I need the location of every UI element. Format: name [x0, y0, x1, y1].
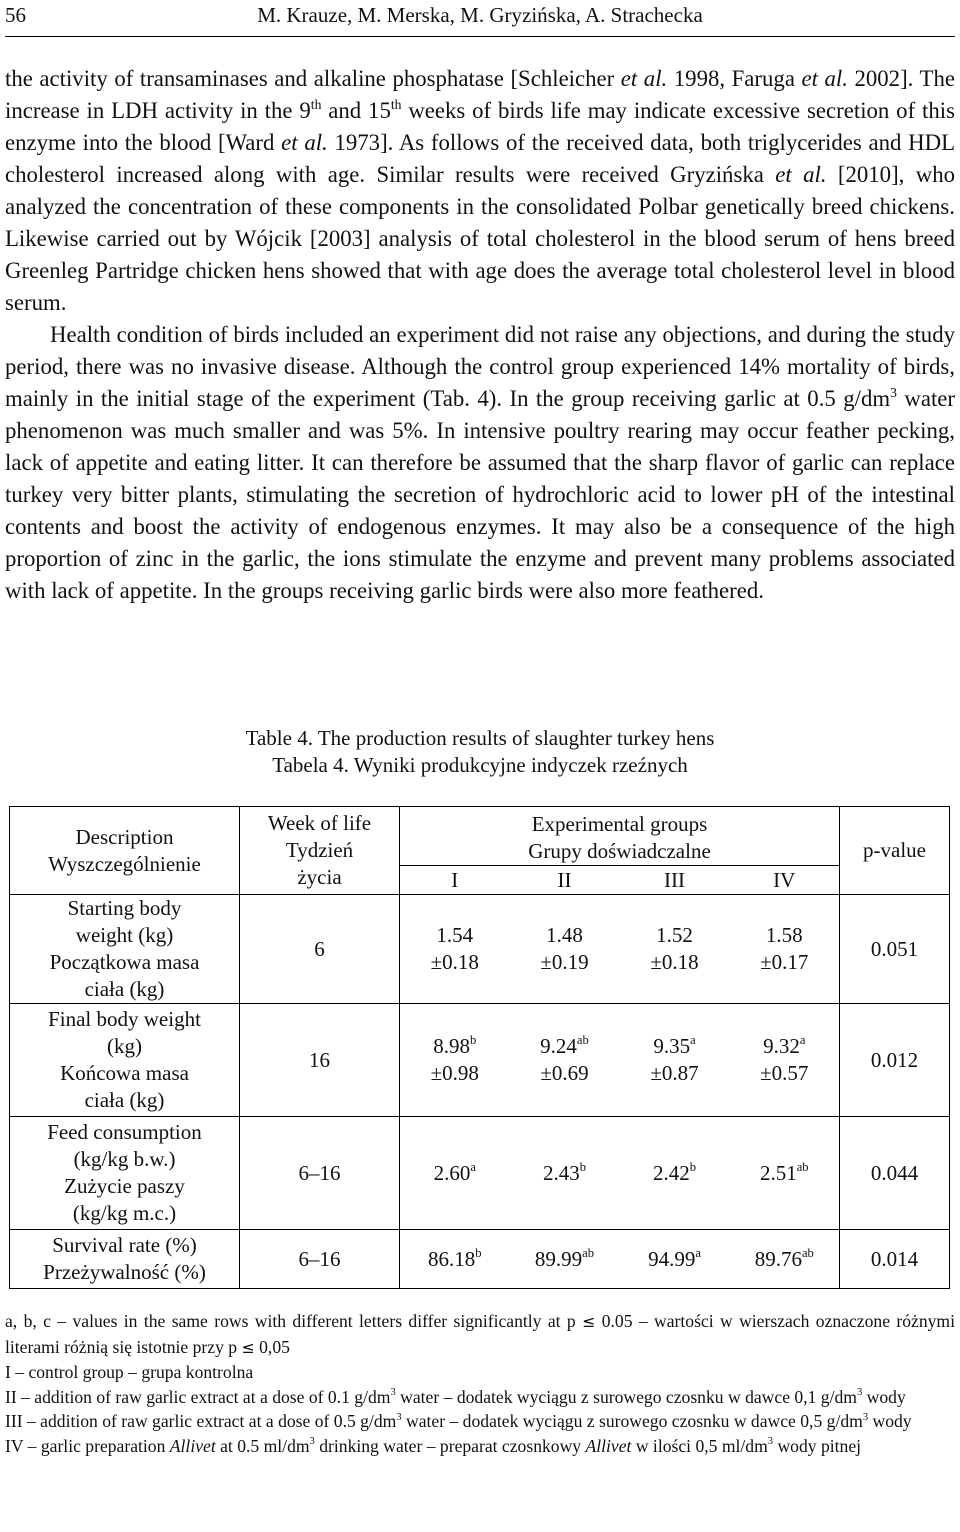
- row-value: 9.32$^a$ ±0.57: [730, 1004, 840, 1117]
- row-value: 9.35$^a$ ±0.87: [620, 1004, 730, 1117]
- row-pvalue: 0.044: [840, 1117, 950, 1230]
- row-value: 2.42$^b$: [620, 1117, 730, 1230]
- header-group-3: III: [620, 866, 730, 895]
- header-groups: Experimental groups Grupy doświadczalne: [400, 807, 840, 866]
- page-number: 56: [5, 3, 26, 27]
- note-group-2: II – addition of raw garlic extract at a dose of 0.1 $g/dm^3$ water – dodatek wyciągu z surowego czosnku w dawce 0,1 $g/dm^3$ wody: [5, 1386, 906, 1407]
- row-pvalue: 0.014: [840, 1230, 950, 1289]
- note-group-3: III – addition of raw garlic extract at a dose of 0.5 $g/dm^3$ water – dodatek wyciągu z surowego czosnku w dawce 0,5 $g/dm^3$ wody: [5, 1411, 912, 1431]
- note-significance: a, b, c – values in the same rows with different letters differ significantly at p ≤ 0.05 – wartości w wierszach oznaczone różnymi literami różnią się istotnie przy p ≤ 0,05: [5, 1311, 955, 1357]
- row-label: Survival rate (%) Przeżywalność (%): [10, 1230, 240, 1289]
- header-group-4: IV: [730, 866, 840, 895]
- row-week: 6: [240, 895, 400, 1004]
- table-row: [10, 895, 950, 1004]
- header-group-2: II: [510, 866, 620, 895]
- row-value: 2.51$^{ab}$: [730, 1117, 840, 1230]
- running-header: [5, 0, 955, 37]
- body-text: [5, 63, 955, 607]
- header-pvalue: p-value: [840, 807, 950, 895]
- row-week: 16: [240, 1004, 400, 1117]
- row-value: 1.52 ±0.18: [620, 895, 730, 1004]
- paragraph-1: the activity of transaminases and alkaline phosphatase [Schleicher et al. 1998, Faruga et al. 2002]. The increase in LDH activity in the 9th and 15th weeks of birds life may indicate excessive secretion of this enzyme into the blood [Ward et al. 1973]. As follows of the received data, both triglycerides and HDL cholesterol increased along with age. Similar results were received Gryzińska et al. [2010], who analyzed the concentration of these components in the consolidated Polbar genetically breed chickens. Likewise carried out by Wójcik [2003] analysis of total cholesterol in the blood serum of hens breed Greenleg Partridge chicken hens showed that with age does the average total cholesterol level in blood serum.: [5, 66, 955, 315]
- header-authors: M. Krauze, M. Merska, M. Gryzińska, A. Strachecka: [257, 3, 703, 27]
- row-value: 2.43$^b$: [510, 1117, 620, 1230]
- row-pvalue: 0.051: [840, 895, 950, 1004]
- table-notes: [5, 1309, 955, 1458]
- header-week: Week of life Tydzień życia: [240, 807, 400, 895]
- row-value: 1.54 ±0.18: [400, 895, 510, 1004]
- row-value: 1.48 ±0.19: [510, 895, 620, 1004]
- header-description: Description Wyszczególnienie: [10, 807, 240, 895]
- row-week: 6–16: [240, 1117, 400, 1230]
- row-value: 1.58 ±0.17: [730, 895, 840, 1004]
- paragraph-2: Health condition of birds included an experiment did not raise any objections, and during the study period, there was no invasive disease. Although the control group experienced 14% mortality of birds, mainly in the initial stage of the experiment (Tab. 4). In the group receiving garlic at 0.5 $g/dm^3$ water phenomenon was much smaller and was 5%. In intensive poultry rearing may occur feather pecking, lack of appetite and eating litter. It can therefore be assumed that the sharp flavor of garlic can replace turkey very bitter plants, stimulating the secretion of hydrochloric acid to lower pH of the intestinal contents and boost the activity of endogenous enzymes. It may also be a consequence of the high proportion of zinc in the garlic, the ions stimulate the enzyme and prevent many problems associated with lack of appetite. In the groups receiving garlic birds were also more feathered.: [5, 322, 955, 603]
- row-value: 89.76$^{ab}$: [730, 1230, 840, 1289]
- table-caption: [0, 725, 960, 779]
- row-value: 2.60$^a$: [400, 1117, 510, 1230]
- table-row: [10, 1004, 950, 1117]
- row-value: 86.18$^b$: [400, 1230, 510, 1289]
- row-label: Final body weight (kg) Końcowa masa ciała (kg): [10, 1004, 240, 1117]
- row-week: 6–16: [240, 1230, 400, 1289]
- note-group-4: IV – garlic preparation Allivet at 0.5 $ml/dm^3$ drinking water – preparat czosnkowy Allivet w ilości 0,5 $ml/dm^3$ wody pitnej: [5, 1435, 862, 1456]
- row-pvalue: 0.012: [840, 1004, 950, 1117]
- results-table: [9, 806, 950, 1289]
- row-label: Feed consumption (kg/kg b.w.) Zużycie paszy (kg/kg m.c.): [10, 1117, 240, 1230]
- header-group-1: I: [400, 866, 510, 895]
- table-row: [10, 1230, 950, 1289]
- table-caption-pl: Tabela 4. Wyniki produkcyjne indyczek rzeźnych: [272, 753, 688, 777]
- row-value: 89.99$^{ab}$: [510, 1230, 620, 1289]
- table-caption-en: Table 4. The production results of slaughter turkey hens: [245, 726, 715, 750]
- row-label: Starting body weight (kg) Początkowa masa ciała (kg): [10, 895, 240, 1004]
- table-row: [10, 1117, 950, 1230]
- row-value: 94.99$^a$: [620, 1230, 730, 1289]
- note-group-1: I – control group – grupa kontrolna: [5, 1362, 254, 1382]
- row-value: 8.98$^b$ ±0.98: [400, 1004, 510, 1117]
- row-value: 9.24$^{ab}$ ±0.69: [510, 1004, 620, 1117]
